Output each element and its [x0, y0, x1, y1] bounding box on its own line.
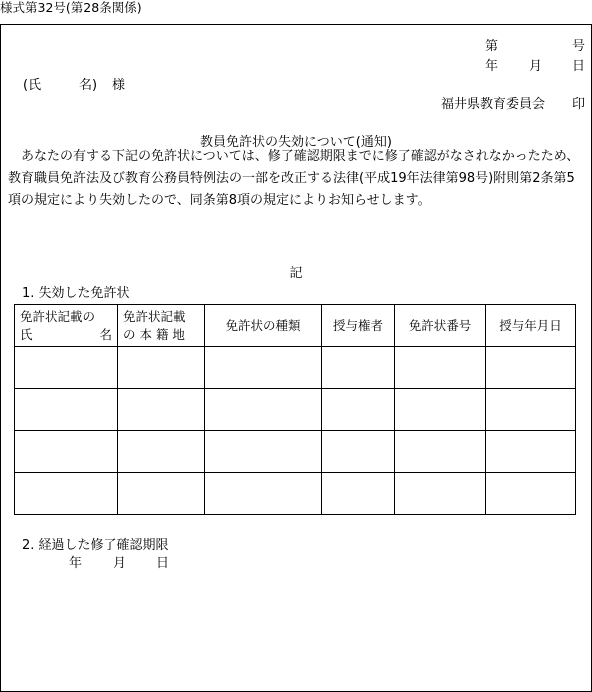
table-cell — [395, 473, 486, 515]
table-cell — [118, 389, 205, 431]
table-cell — [15, 347, 118, 389]
license-table — [14, 304, 576, 515]
number-suffix: 号 — [572, 39, 586, 54]
date-month-label: 月 — [529, 59, 543, 74]
table-cell — [205, 389, 322, 431]
table-cell — [486, 389, 576, 431]
table-row — [15, 431, 576, 473]
date-year-label: 年 — [485, 59, 499, 74]
column-header-grantor: 授与権者 — [322, 305, 395, 347]
column-header-name-line2b: 名 — [99, 326, 112, 342]
table-cell — [395, 389, 486, 431]
addressee-open: (氏 — [23, 78, 42, 93]
column-header-name — [15, 305, 118, 347]
section1-heading: 1. 失効した免許状 — [22, 286, 130, 301]
column-header-domicile-line1: 免許状記載 — [123, 308, 186, 324]
column-header-domicile — [118, 305, 205, 347]
number-prefix: 第 — [485, 39, 499, 54]
table-cell — [205, 431, 322, 473]
column-header-domicile-line2: の 本 籍 地 — [123, 326, 185, 342]
table-cell — [486, 473, 576, 515]
table-cell — [322, 473, 395, 515]
table-cell — [118, 347, 205, 389]
addressee-title: 様 — [112, 78, 126, 93]
table-row — [15, 473, 576, 515]
expiry-day-label: 日 — [156, 556, 170, 571]
column-header-number: 免許状番号 — [395, 305, 486, 347]
document-title: 教員免許状の失効について(通知) — [200, 135, 392, 150]
table-cell — [15, 431, 118, 473]
addressee-name: 名) — [79, 78, 98, 93]
form-number-label: 様式第32号(第28条関係) — [0, 0, 142, 15]
table-row — [15, 389, 576, 431]
date-day-label: 日 — [572, 59, 586, 74]
column-header-type: 免許状の種類 — [205, 305, 322, 347]
table-cell — [322, 431, 395, 473]
table-cell — [118, 431, 205, 473]
table-cell — [395, 431, 486, 473]
column-header-name-line1: 免許状記載の — [20, 308, 96, 324]
seal-mark: 印 — [572, 97, 586, 112]
table-cell — [118, 473, 205, 515]
ki-heading: 記 — [289, 266, 303, 281]
issuer: 福井県教育委員会 — [441, 97, 546, 112]
table-cell — [486, 431, 576, 473]
table-cell — [15, 389, 118, 431]
expiry-year-label: 年 — [69, 556, 83, 571]
notice-body: あなたの有する下記の免許状については、修了確認期限までに修了確認がなされなかったため、教育職員免許法及び教育公務員特例法の一部を改正する法律(平成19年法律第98号)附則第2条第5項の規定により失効したので、同条第8項の規定によりお知らせします。 — [8, 149, 580, 208]
table-cell — [15, 473, 118, 515]
section2-heading: 2. 経過した修了確認期限 — [22, 538, 169, 553]
table-cell — [395, 347, 486, 389]
table-row — [15, 347, 576, 389]
table-cell — [205, 473, 322, 515]
column-header-date: 授与年月日 — [486, 305, 576, 347]
table-header-row — [15, 305, 576, 347]
column-header-name-line2a: 氏 — [20, 326, 33, 342]
table-cell — [205, 347, 322, 389]
table-cell — [486, 347, 576, 389]
expiry-month-label: 月 — [113, 556, 127, 571]
table-cell — [322, 347, 395, 389]
table-cell — [322, 389, 395, 431]
